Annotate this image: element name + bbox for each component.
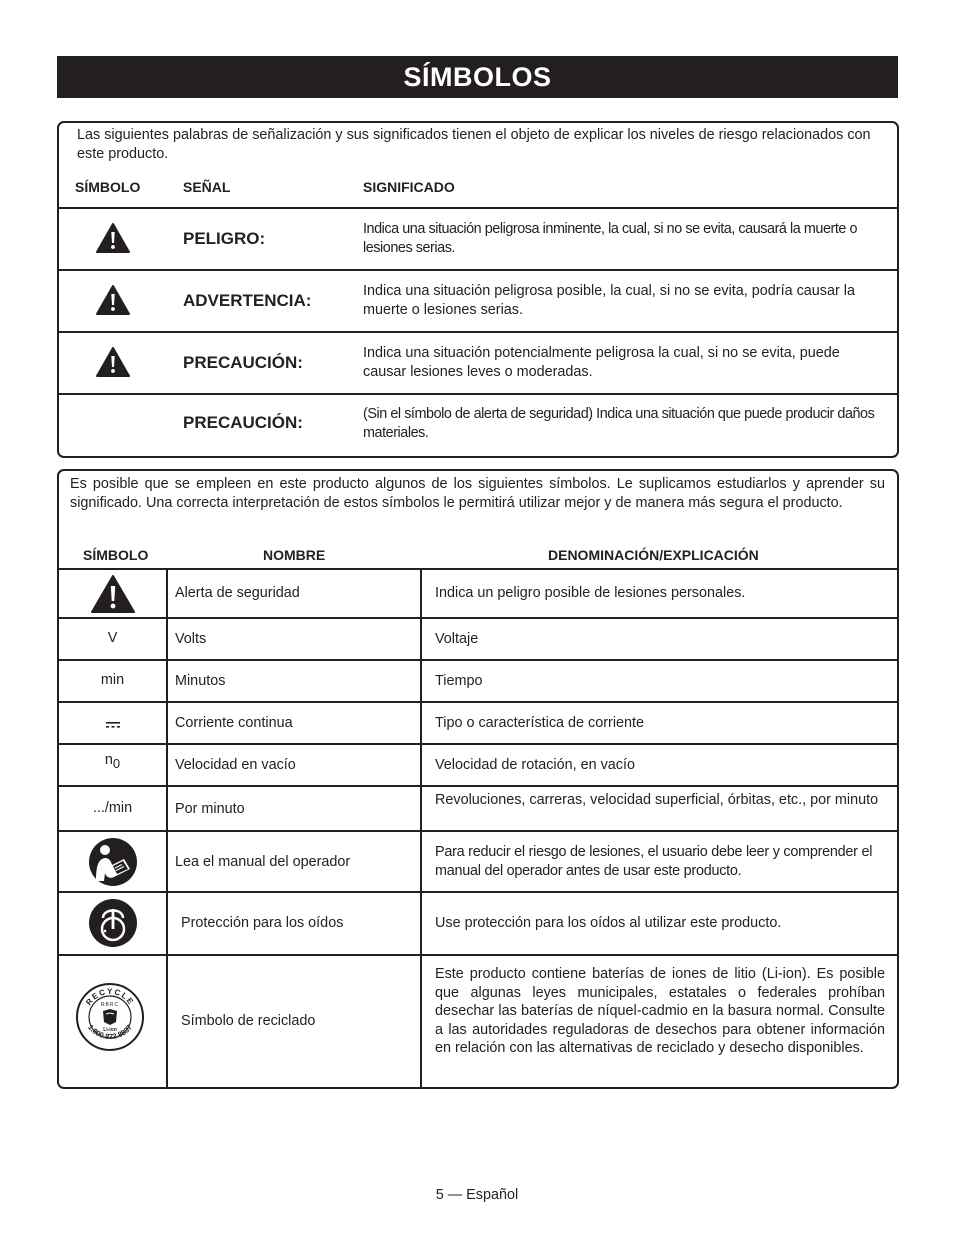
signal-precaucion-no-symbol: PRECAUCIÓN: (183, 413, 303, 432)
explanation-ear-protection: Use protección para los oídos al utilizar este producto. (435, 915, 782, 931)
signal-intro: Las siguientes palabras de señalización y sus significados tienen el objeto de explicar los niveles de riesgo relacionados con este producto. (77, 127, 871, 162)
explanation-minutes: Tiempo (435, 673, 483, 689)
safety-alert-icon (90, 574, 136, 614)
header-signal: SEÑAL (183, 179, 231, 195)
explanation-read-manual: Para reducir el riesgo de lesiones, el usuario debe leer y comprender el manual del operador antes de usar este producto. (435, 844, 873, 879)
explanation-direct-current: Tipo o característica de corriente (435, 715, 645, 731)
explanation-safety-alert: Indica un peligro posible de lesiones personales. (435, 585, 746, 601)
symbol-volts: V (107, 630, 118, 646)
name-ear-protection: Protección para los oídos (181, 915, 344, 931)
read-manual-icon (88, 837, 138, 887)
symbol-per-minute: .../min (92, 800, 133, 816)
name-per-minute: Por minuto (175, 801, 245, 817)
divider (59, 954, 897, 956)
ear-protection-icon (88, 898, 138, 948)
page-title: SÍMBOLOS (57, 56, 898, 98)
divider (59, 659, 897, 661)
divider (59, 891, 897, 893)
svg-text:RECYCLE: RECYCLE (84, 986, 136, 1007)
symbol-subscript: 0 (112, 756, 121, 771)
divider (59, 785, 897, 787)
header-name: NOMBRE (263, 547, 326, 563)
svg-text:Li-ion: Li-ion (103, 1027, 117, 1033)
column-divider (166, 568, 168, 1087)
header-meaning: SIGNIFICADO (363, 179, 455, 195)
header-symbol: SÍMBOLO (83, 547, 149, 563)
signal-words-panel (57, 121, 899, 458)
divider (59, 331, 897, 333)
divider (59, 568, 897, 570)
symbol-n: n (104, 752, 113, 768)
warning-triangle-icon (95, 346, 131, 378)
symbol-no-load-speed (59, 752, 166, 771)
rbrc-recycle-seal-icon (75, 982, 145, 1052)
name-direct-current: Corriente continua (175, 715, 293, 731)
header-symbol: SÍMBOLO (75, 179, 141, 195)
divider (59, 269, 897, 271)
warning-triangle-icon (95, 222, 131, 254)
divider (59, 743, 897, 745)
divider (59, 393, 897, 395)
divider (59, 617, 897, 619)
divider (59, 830, 897, 832)
name-minutes: Minutos (175, 673, 226, 689)
direct-current-icon (105, 721, 121, 729)
meaning-peligro: Indica una situación peligrosa inminente, la cual, si no se evita, causará la muerte o lesiones serias. (363, 221, 858, 256)
explanation-volts: Voltaje (435, 631, 479, 647)
explanation-per-minute: Revoluciones, carreras, velocidad superficial, órbitas, etc., por minuto (435, 792, 879, 808)
name-volts: Volts (175, 631, 207, 647)
column-divider (420, 568, 422, 1087)
meaning-precaucion-no-symbol: (Sin el símbolo de alerta de seguridad) Indica una situación que puede producir daños materiales. (363, 406, 875, 441)
name-read-manual: Lea el manual del operador (175, 854, 351, 870)
svg-text:RBRC: RBRC (100, 1002, 120, 1008)
header-explanation: DENOMINACIÓN/EXPLICACIÓN (548, 547, 759, 563)
symbol-minutes: min (100, 672, 125, 688)
divider (59, 701, 897, 703)
name-safety-alert: Alerta de seguridad (175, 585, 300, 601)
meaning-precaucion: Indica una situación potencialmente peligrosa la cual, si no se evita, puede causar lesiones leves o moderadas. (363, 345, 840, 380)
svg-text:1.800.822.8837: 1.800.822.8837 (86, 1022, 134, 1042)
explanation-recycle: Este producto contiene baterías de iones de litio (Li-ion). Es posible que algunas leyes municipales, estatales o federales prohíban desechar las baterías de níquel-cadmio en la basura normal. Consulte a las autoridades reguladoras de desechos para obtener información en relación con las alternativas de reciclado y desecho disponibles. (435, 966, 885, 1056)
symbols-panel (57, 469, 899, 1089)
warning-triangle-icon (95, 284, 131, 316)
signal-peligro: PELIGRO: (183, 229, 266, 248)
name-recycle: Símbolo de reciclado (181, 1013, 316, 1029)
page-footer: 5 — Español (435, 1187, 519, 1203)
divider (59, 207, 897, 209)
explanation-no-load-speed: Velocidad de rotación, en vacío (435, 757, 636, 773)
symbols-intro: Es posible que se empleen en este producto algunos de los siguientes símbolos. Le suplicamos estudiarlos y aprender su significado. Una correcta interpretación de estos símbolos le permitirá utilizar mejor y de manera más segura el producto. (70, 476, 885, 511)
signal-advertencia: ADVERTENCIA: (183, 291, 312, 310)
name-no-load-speed: Velocidad en vacío (175, 757, 296, 773)
meaning-advertencia: Indica una situación peligrosa posible, la cual, si no se evita, podría causar la muerte o lesiones serias. (363, 283, 855, 318)
signal-precaucion: PRECAUCIÓN: (183, 353, 303, 372)
